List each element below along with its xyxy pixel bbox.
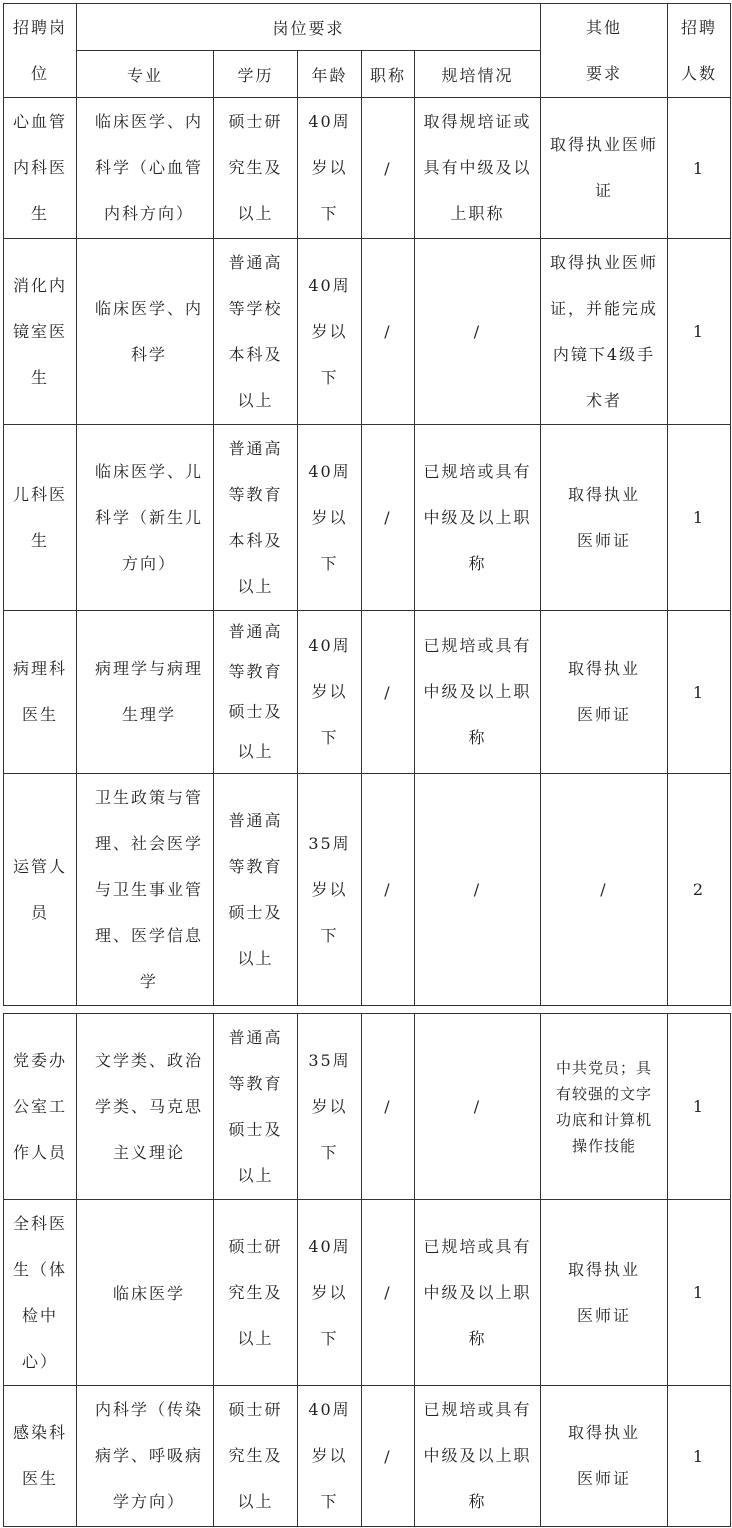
cell-training: / — [415, 239, 541, 425]
cell-position: 儿科医 生 — [4, 425, 77, 611]
cell-title: / — [362, 425, 415, 611]
cell-major: 临床医学 — [77, 1200, 214, 1386]
header-position: 招聘岗 位 — [4, 4, 77, 98]
cell-title: / — [362, 98, 415, 239]
cell-title: / — [362, 1014, 415, 1200]
cell-title: / — [362, 1200, 415, 1386]
cell-count: 1 — [668, 1386, 731, 1527]
cell-position: 感染科 医生 — [4, 1386, 77, 1527]
cell-title: / — [362, 774, 415, 1006]
cell-education: 普通高 等教育 本科及 以上 — [214, 425, 298, 611]
cell-education: 硕士研 究生及 以上 — [214, 1200, 298, 1386]
table-row — [4, 774, 731, 1006]
cell-other: / — [541, 774, 668, 1006]
header-training: 规培情况 — [415, 51, 541, 98]
table-row — [4, 1386, 731, 1527]
cell-position: 病理科 医生 — [4, 611, 77, 774]
cell-training: 已规培或具有 中级及以上职 称 — [415, 1386, 541, 1527]
cell-count: 2 — [668, 774, 731, 1006]
cell-training: 取得规培证或 具有中级及以 上职称 — [415, 98, 541, 239]
cell-position: 消化内 镜室医 生 — [4, 239, 77, 425]
recruitment-table-part1 — [3, 3, 731, 1006]
table-row — [4, 98, 731, 239]
cell-major: 卫生政策与管 理、社会医学 与卫生事业管 理、医学信息 学 — [77, 774, 214, 1006]
cell-position: 心血管 内科医 生 — [4, 98, 77, 239]
cell-other: 中共党员；具 有较强的文字 功底和计算机 操作技能 — [541, 1014, 668, 1200]
cell-title: / — [362, 611, 415, 774]
cell-title: / — [362, 1386, 415, 1527]
cell-other: 取得执业 医师证 — [541, 1200, 668, 1386]
cell-age: 40周 岁以 下 — [298, 239, 362, 425]
cell-education: 普通高 等教育 硕士及 以上 — [214, 611, 298, 774]
header-age: 年龄 — [298, 51, 362, 98]
cell-count: 1 — [668, 98, 731, 239]
cell-education: 硕士研 究生及 以上 — [214, 98, 298, 239]
cell-training: 已规培或具有 中级及以上职 称 — [415, 611, 541, 774]
cell-training: / — [415, 1014, 541, 1200]
table-row — [4, 425, 731, 611]
cell-education: 硕士研 究生及 以上 — [214, 1386, 298, 1527]
cell-education: 普通高 等学校 本科及 以上 — [214, 239, 298, 425]
cell-other: 取得执业医师 证 — [541, 98, 668, 239]
cell-other: 取得执业 医师证 — [541, 1386, 668, 1527]
cell-major: 文学类、政治 学类、马克思 主义理论 — [77, 1014, 214, 1200]
cell-education: 普通高 等教育 硕士及 以上 — [214, 1014, 298, 1200]
cell-training: / — [415, 774, 541, 1006]
cell-position: 运管人 员 — [4, 774, 77, 1006]
cell-major: 病理学与病理 生理学 — [77, 611, 214, 774]
cell-major: 临床医学、内 科学（心血管 内科方向） — [77, 98, 214, 239]
cell-major: 临床医学、儿 科学（新生儿 方向） — [77, 425, 214, 611]
cell-age: 40周 岁以 下 — [298, 98, 362, 239]
cell-other: 取得执业 医师证 — [541, 611, 668, 774]
cell-count: 1 — [668, 611, 731, 774]
header-other: 其他 要求 — [541, 4, 668, 98]
cell-count: 1 — [668, 1014, 731, 1200]
table-row — [4, 239, 731, 425]
cell-position: 党委办 公室工 作人员 — [4, 1014, 77, 1200]
cell-position: 全科医 生（体 检中 心） — [4, 1200, 77, 1386]
cell-other: 取得执业医师 证，并能完成 内镜下4级手 术者 — [541, 239, 668, 425]
cell-count: 1 — [668, 425, 731, 611]
recruitment-table-part2 — [3, 1013, 731, 1527]
cell-major: 内科学（传染 病学、呼吸病 学方向） — [77, 1386, 214, 1527]
header-requirements: 岗位要求 — [77, 4, 541, 51]
cell-count: 1 — [668, 239, 731, 425]
cell-training: 已规培或具有 中级及以上职 称 — [415, 1200, 541, 1386]
header-count: 招聘 人数 — [668, 4, 731, 98]
header-title: 职称 — [362, 51, 415, 98]
cell-education: 普通高 等教育 硕士及 以上 — [214, 774, 298, 1006]
table-row — [4, 1200, 731, 1386]
cell-age: 35周 岁以 下 — [298, 1014, 362, 1200]
cell-age: 35周 岁以 下 — [298, 774, 362, 1006]
cell-count: 1 — [668, 1200, 731, 1386]
cell-title: / — [362, 239, 415, 425]
header-education: 学历 — [214, 51, 298, 98]
cell-age: 40周 岁以 下 — [298, 425, 362, 611]
cell-age: 40周 岁以 下 — [298, 1200, 362, 1386]
table-row — [4, 611, 731, 774]
cell-other: 取得执业 医师证 — [541, 425, 668, 611]
table-row — [4, 1014, 731, 1200]
cell-age: 40周 岁以 下 — [298, 611, 362, 774]
header-major: 专业 — [77, 51, 214, 98]
cell-training: 已规培或具有 中级及以上职 称 — [415, 425, 541, 611]
cell-age: 40周 岁以 下 — [298, 1386, 362, 1527]
cell-major: 临床医学、内 科学 — [77, 239, 214, 425]
